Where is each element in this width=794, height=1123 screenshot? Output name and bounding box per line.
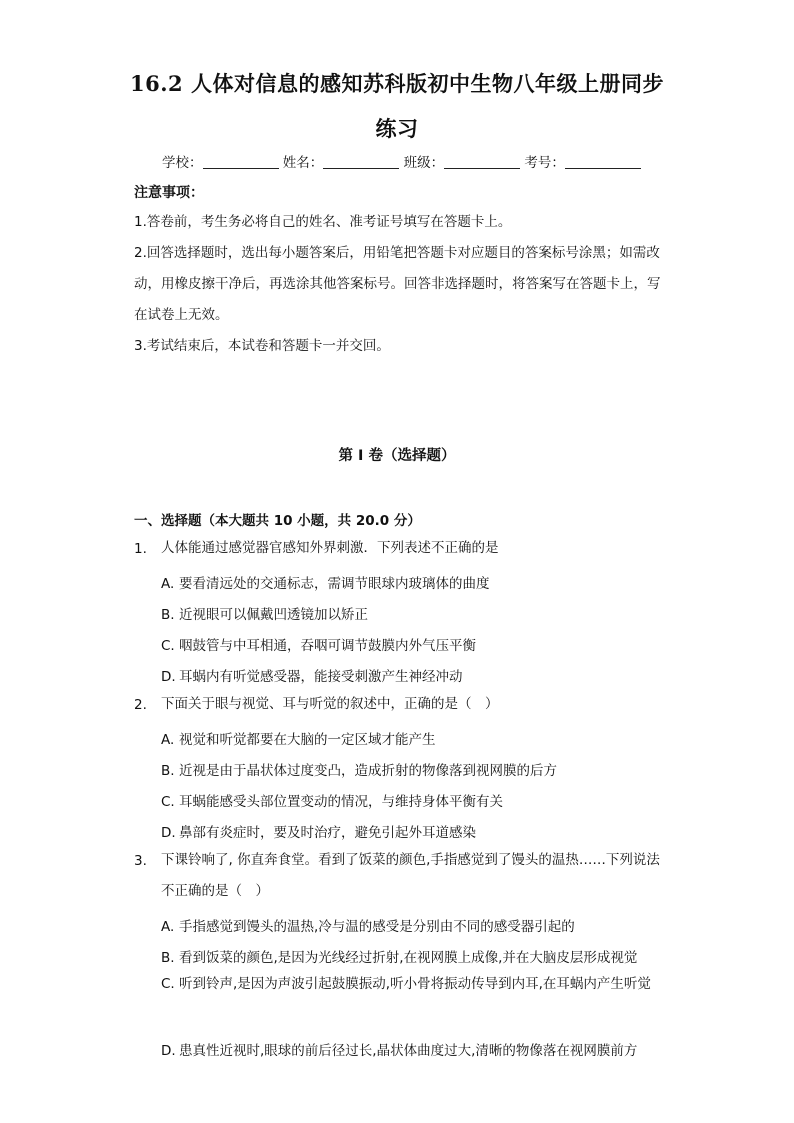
question-1-number: 1. [134,541,147,557]
option-text: 鼻部有炎症时，要及时治疗，避免引起外耳道感染 [179,825,476,841]
page-title-line-1: 16.2 人体对信息的感知苏科版初中生物八年级上册同步 [130,71,664,96]
question-1-option-c [161,634,666,654]
question-2-option-d [161,821,666,841]
option-letter: C. [161,976,175,992]
question-3-option-d [161,1039,666,1059]
option-text: 近视眼可以佩戴凹透镜加以矫正 [179,607,368,623]
page-title-line-2: 练习 [375,116,419,141]
student-info-line [162,151,641,171]
option-letter: B. [161,763,175,779]
question-2-stem: 下面关于眼与视觉、耳与听觉的叙述中，正确的是（ ） [161,696,499,712]
part-title: 一、选择题（本大题共 10 小题，共 20.0 分） [134,513,421,529]
option-text: 手指感觉到馒头的温热,冷与温的感受是分别由不同的感受器引起的 [179,919,575,935]
option-text: 咽鼓管与中耳相通，吞咽可调节鼓膜内外气压平衡 [179,638,476,654]
question-1-option-b [161,603,666,623]
notes-title: 注意事项： [134,185,204,201]
option-text: 听到铃声,是因为声波引起鼓膜振动,听小骨将振动传导到内耳,在耳蜗内产生听觉 [179,976,651,992]
question-3-option-a [161,915,666,935]
question-3-number: 3. [134,853,147,869]
option-letter: C. [161,638,175,654]
question-3-stem: 下课铃响了, 你直奔食堂。看到了饭菜的颜色,手指感觉到了馒头的温热……下列说法不正确的是（ ） [161,852,660,899]
option-letter: B. [161,950,175,966]
number-label: 考号： [524,155,565,171]
question-2-option-a [161,728,666,748]
option-letter: D. [161,669,176,685]
option-text: 耳蜗能感受头部位置变动的情况，与维持身体平衡有关 [179,794,503,810]
question-1-option-a [161,572,666,592]
option-letter: A. [161,576,175,592]
option-text: 患真性近视时,眼球的前后径过长,晶状体曲度过大,清晰的物像落在视网膜前方 [179,1043,638,1059]
option-text: 耳蜗内有听觉感受器，能接受刺激产生神经冲动 [179,669,463,685]
question-3-option-b [161,946,666,966]
school-label: 学校： [162,155,203,171]
note-item-2: 2.回答选择题时，选出每小题答案后，用铅笔把答题卡对应题目的答案标号涂黑；如需改动，用橡皮擦干净后，再选涂其他答案标号。回答非选择题时，将答案写在答题卡上，写在试卷上无效。 [134,245,661,323]
question-1-option-d [161,665,666,685]
class-label: 班级： [403,155,445,171]
option-text: 视觉和听觉都要在大脑的一定区域才能产生 [179,732,436,748]
name-blank [323,154,399,169]
question-2-option-b [161,759,666,779]
number-blank [565,154,641,169]
note-item-3: 3.考试结束后，本试卷和答题卡一并交回。 [134,338,390,354]
option-text: 看到饭菜的颜色,是因为光线经过折射,在视网膜上成像,并在大脑皮层形成视觉 [179,950,638,966]
note-item-1: 1.答卷前，考生务必将自己的姓名、准考证号填写在答题卡上。 [134,214,512,230]
option-text: 近视是由于晶状体过度变凸，造成折射的物像落到视网膜的后方 [179,763,557,779]
class-blank [444,154,520,169]
option-letter: A. [161,732,175,748]
question-2-number: 2. [134,697,147,713]
option-letter: A. [161,919,175,935]
name-label: 姓名： [282,155,324,171]
question-3-option-c [161,969,666,1000]
question-1-stem: 人体能通过感觉器官感知外界刺激．下列表述不正确的是 [161,540,499,556]
question-2-option-c [161,790,666,810]
section-title: 第 I 卷（选择题） [338,448,456,464]
option-letter: C. [161,794,175,810]
school-blank [203,154,279,169]
option-text: 要看清远处的交通标志，需调节眼球内玻璃体的曲度 [179,576,490,592]
option-letter: D. [161,1043,176,1059]
option-letter: B. [161,607,175,623]
option-letter: D. [161,825,176,841]
